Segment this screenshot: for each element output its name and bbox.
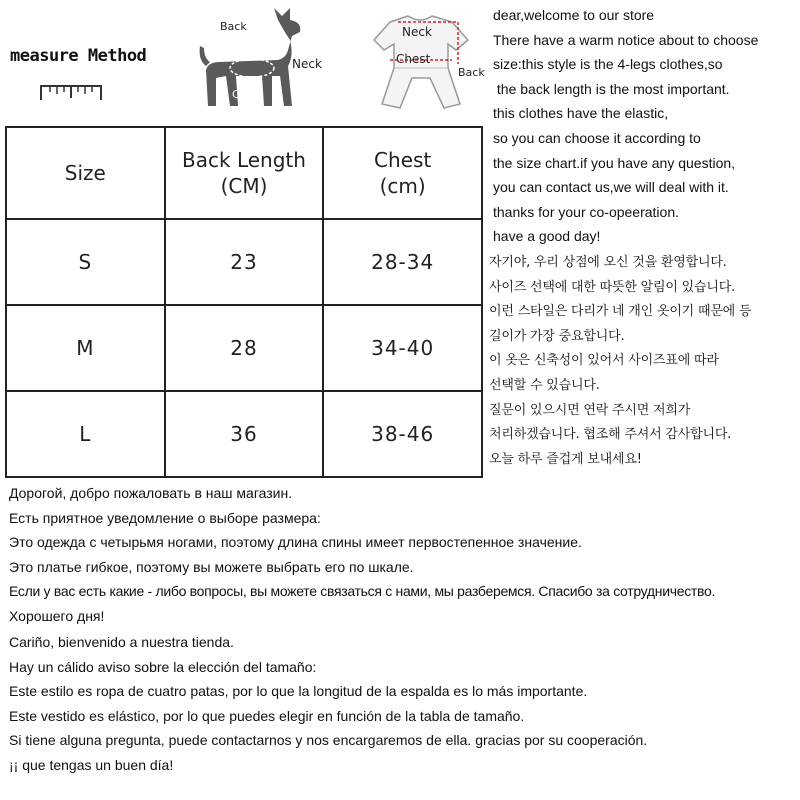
notice-line: so you can choose it according to: [493, 129, 701, 146]
notice-line: There have a warm notice about to choose: [493, 31, 759, 48]
notice-line: 이 옷은 신축성이 있어서 사이즈표에 따라: [489, 353, 719, 369]
dog-neck-label: Neck: [292, 57, 322, 71]
size-chart-table: [5, 126, 483, 478]
notice-line: 길이가 가장 중요합니다.: [489, 328, 625, 344]
notice-line: you can contact us,we will deal with it.: [493, 179, 729, 196]
back-length-cell: 23: [165, 219, 324, 305]
shirt-neck-label: Neck: [402, 25, 432, 39]
english-notice: [493, 3, 798, 249]
notice-line: ¡¡ que tengas un buen día!: [9, 756, 174, 773]
back-length-cell: 36: [165, 391, 324, 477]
notice-line: Есть приятное уведомление о выборе размера:: [9, 509, 321, 526]
table-row: [6, 219, 482, 305]
notice-line: Este estilo es ropa de cuatro patas, por lo que la longitud de la espalda es lo más importante.: [9, 683, 588, 700]
header-chest: Chest (cm): [323, 127, 482, 219]
notice-line: Хорошего дня!: [9, 607, 105, 624]
notice-line: 질문이 있으시면 연락 주시면 저희가: [489, 402, 691, 418]
size-cell: L: [6, 391, 165, 477]
dog-back-label: Back: [220, 20, 247, 33]
notice-line: size:this style is the 4-legs clothes,so: [493, 56, 723, 73]
notice-line: 오늘 하루 즐겁게 보내세요!: [489, 451, 642, 467]
notice-line: Если у вас есть какие - либо вопросы, вы можете связаться с нами, мы разберемся. Спасибо за сотрудничество.: [9, 583, 716, 600]
notice-line: Cariño, bienvenido a nuestra tienda.: [9, 634, 234, 650]
notice-line: Si tiene alguna pregunta, puede contactarnos y nos encargaremos de ella. gracias por su cooperación.: [9, 732, 648, 749]
chest-cell: 38-46: [323, 391, 482, 477]
spanish-notice: [9, 630, 799, 778]
notice-line: 선택할 수 있습니다.: [489, 377, 600, 393]
size-cell: S: [6, 219, 165, 305]
back-length-cell: 28: [165, 305, 324, 391]
measure-method-title: measure Method: [10, 46, 147, 66]
dog-chest-label: Chest: [232, 88, 264, 101]
notice-line: this clothes have the elastic,: [493, 105, 669, 122]
notice-line: Это одежда с четырьмя ногами, поэтому длина спины имеет первостепенное значение.: [9, 534, 582, 551]
table-row: [6, 391, 482, 477]
shirt-chest-label: Chest: [396, 52, 431, 66]
notice-line: the size chart.if you have any question,: [493, 154, 736, 171]
notice-line: the back length is the most important.: [493, 80, 730, 97]
header-size: Size: [6, 127, 165, 219]
shirt-back-label: Back: [458, 66, 485, 79]
shirt-measure-diagram: [360, 8, 495, 116]
notice-line: 사이즈 선택에 대한 따뜻한 알림이 있습니다.: [489, 279, 736, 295]
table-header-row: [6, 127, 482, 219]
size-cell: M: [6, 305, 165, 391]
notice-line: dear,welcome to our store: [493, 7, 655, 23]
notice-line: Дорогой, добро пожаловать в наш магазин.: [9, 485, 293, 501]
russian-notice: [9, 481, 799, 629]
notice-line: Este vestido es elástico, por lo que puedes elegir en función de la tabla de tamaño.: [9, 707, 525, 724]
notice-line: 이런 스타일은 다리가 네 개인 옷이기 때문에 등: [489, 304, 752, 320]
chest-cell: 28-34: [323, 219, 482, 305]
notice-line: thanks for your co-opeeration.: [493, 203, 679, 220]
notice-line: 처리하겠습니다. 협조해 주셔서 감사합니다.: [489, 427, 732, 443]
header-back-length: Back Length (CM): [165, 127, 324, 219]
notice-line: Это платье гибкое, поэтому вы можете выбрать его по шкале.: [9, 558, 414, 575]
ruler-icon: [38, 82, 104, 102]
chest-cell: 34-40: [323, 305, 482, 391]
dog-measure-diagram: [190, 6, 340, 114]
notice-line: have a good day!: [493, 228, 601, 245]
notice-line: 자기야, 우리 상점에 오신 것을 환영합니다.: [489, 255, 727, 270]
notice-line: Hay un cálido aviso sobre la elección del tamaño:: [9, 658, 317, 675]
korean-notice: [489, 251, 799, 472]
table-row: [6, 305, 482, 391]
